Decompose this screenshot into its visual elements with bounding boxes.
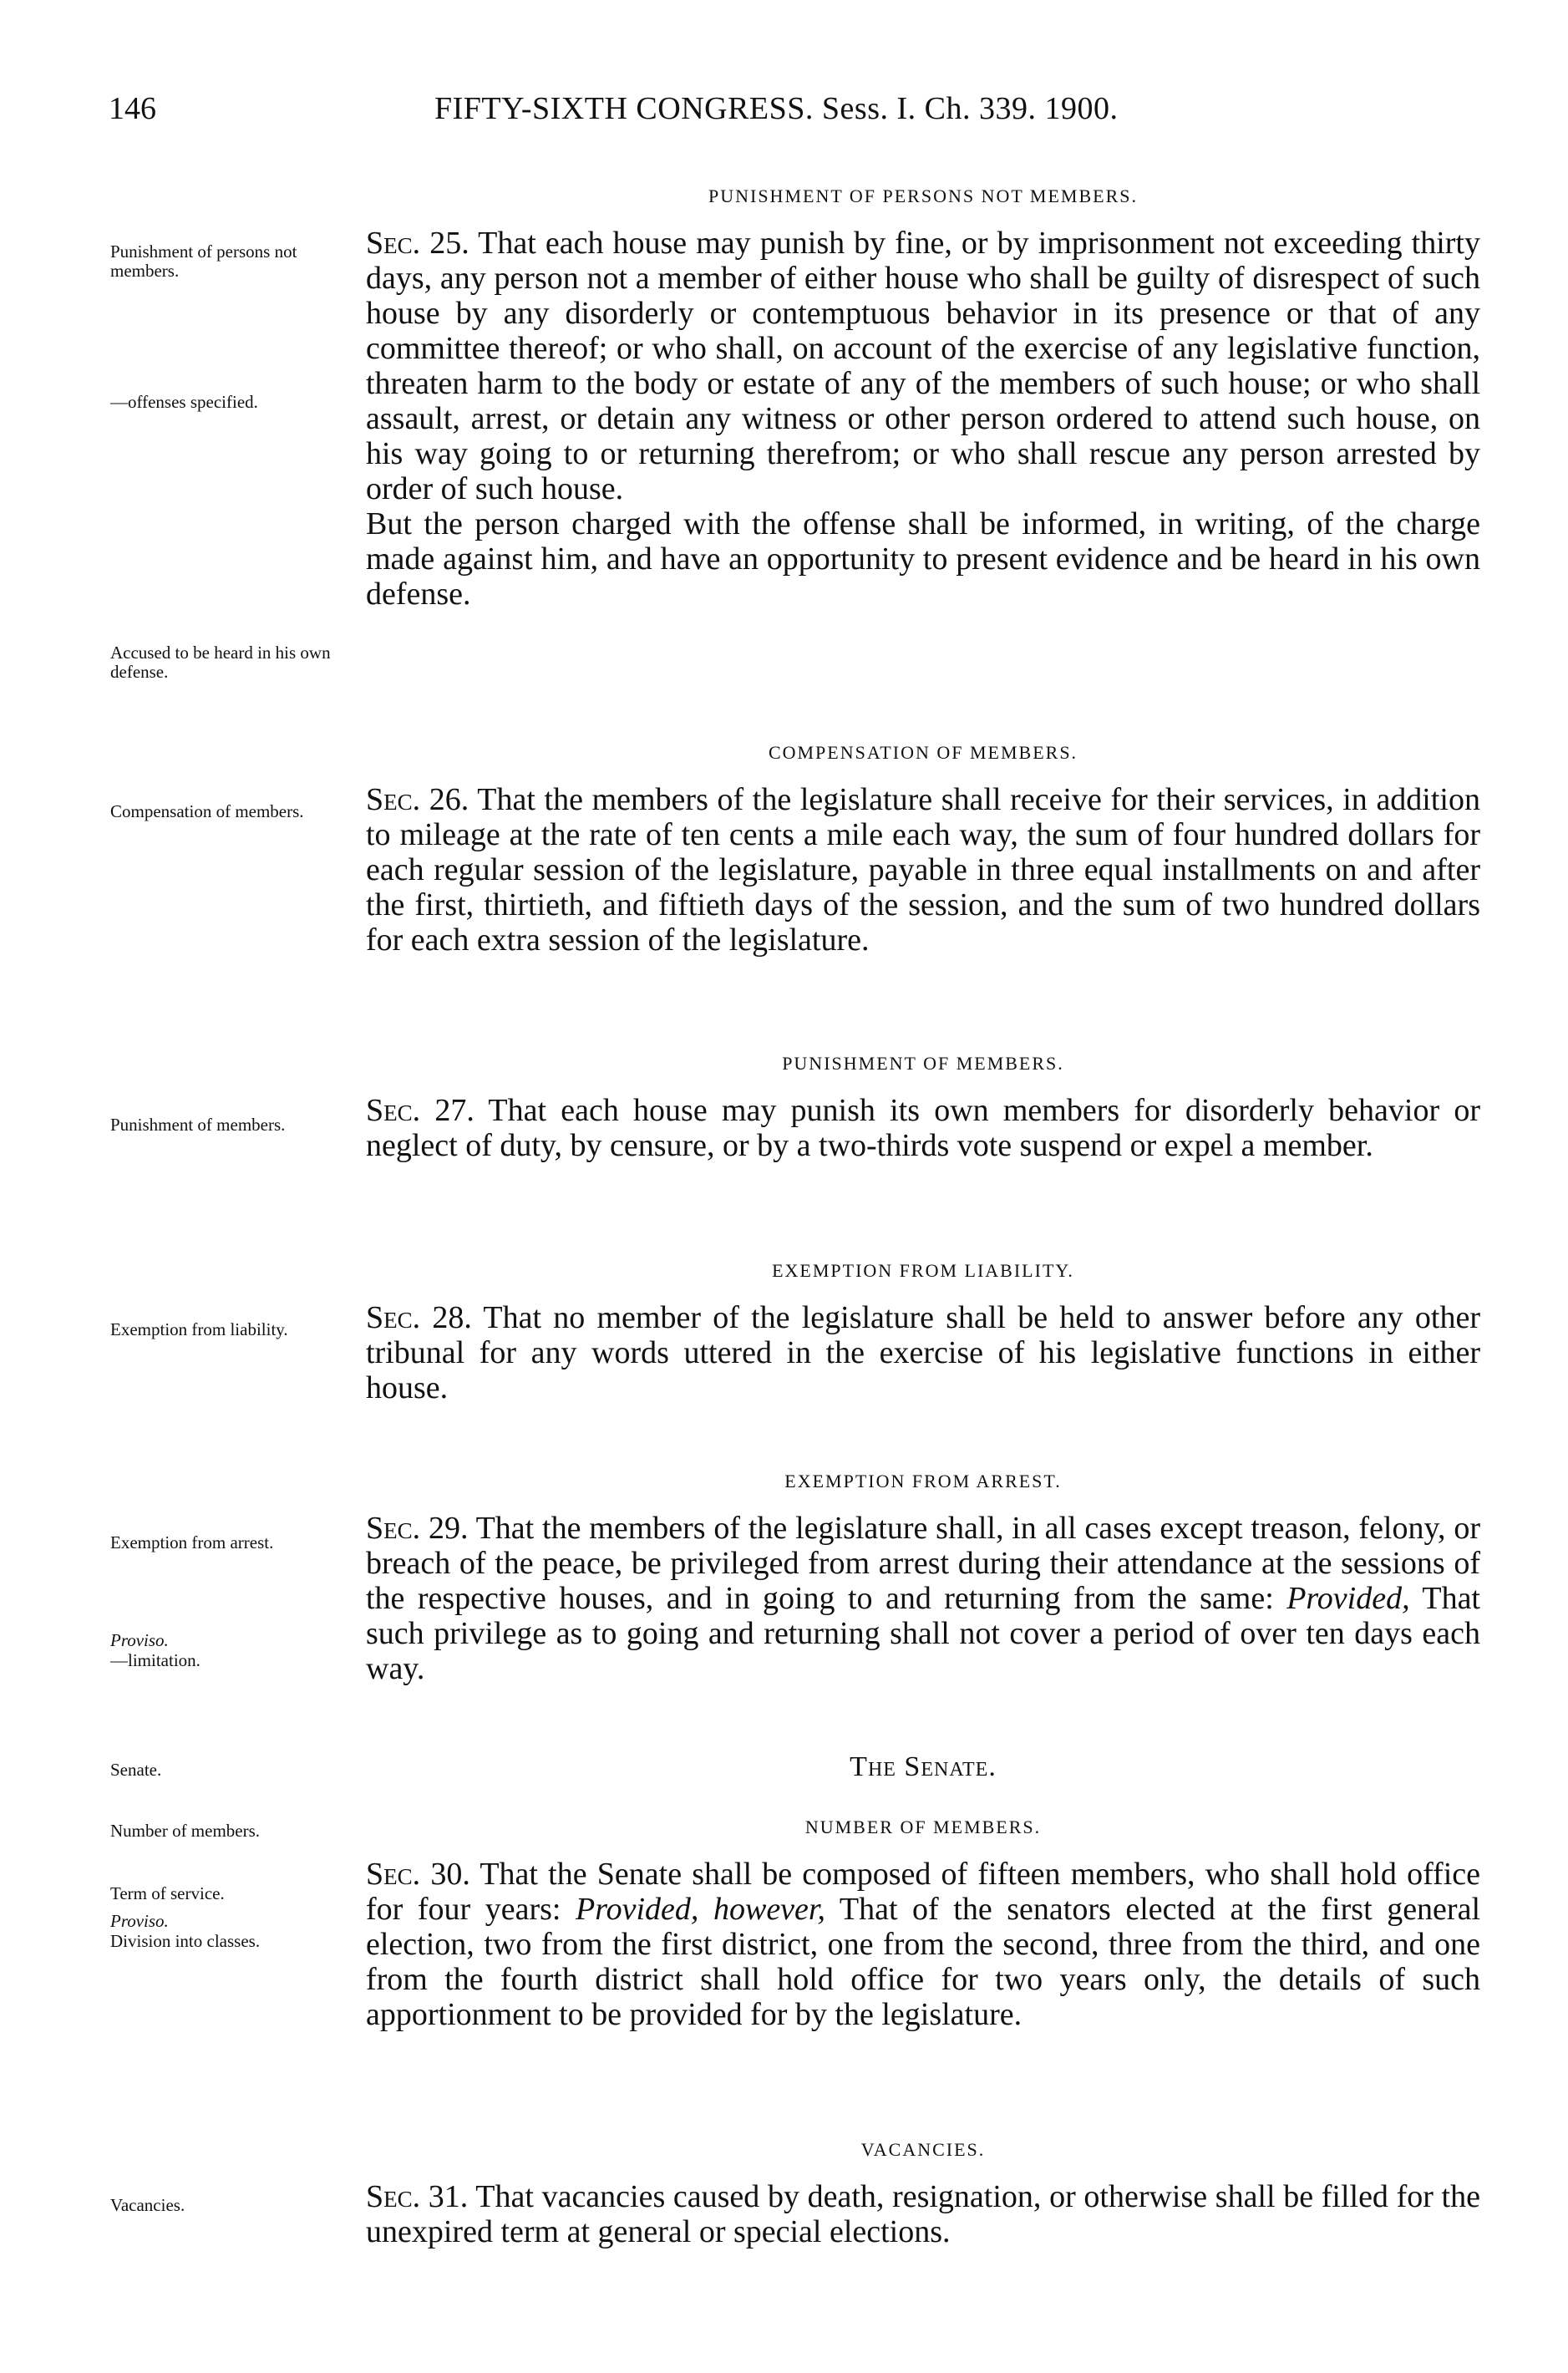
section-body: That each house may punish by fine, or by imprisonment not exceeding thirty days, any person not a member of either house who shall be guilty of disrespect of such house by any disorderly or contemptuous behavior in its presence or that of any committee thereof; or who shall, on account of the exercise of any legislative function, threaten harm to the body or estate of any of the members of such house; or who shall assault, arrest, or detain any witness or other person ordered to attend such house, on his way going to or returning therefrom; or who shall rescue any person arrested by order of such house. — [366, 226, 1480, 506]
section-body-cont: That such privilege as to going and returning shall not cover a period of over ten days each way. — [366, 1581, 1480, 1686]
section-30 — [366, 1751, 1480, 2032]
section-28 — [366, 1260, 1480, 1405]
part-heading: The Senate. — [850, 1751, 997, 1782]
margin-note: Compensation of members. — [110, 801, 304, 821]
margin-note: —limitation. — [110, 1650, 200, 1670]
section-label: Sec. 30. — [366, 1857, 470, 1892]
margin-note: Senate. — [110, 1760, 162, 1780]
margin-note: Number of members. — [110, 1821, 261, 1841]
section-text — [366, 226, 1480, 506]
section-label: Sec. 27. — [366, 1093, 474, 1128]
section-text-2: But the person charged with the offense shall be informed, in writing, of the charge made against him, and have an opportunity to present evidence and be heard in his own defense. — [366, 506, 1480, 612]
section-body: That no member of the legislature shall be held to answer before any other tribunal for any words uttered in the exercise of his legislative functions in either house. — [366, 1300, 1480, 1405]
margin-note: Vacancies. — [110, 2195, 185, 2215]
proviso-italic: Provided, — [1286, 1581, 1410, 1616]
margin-note: Proviso. — [110, 1911, 169, 1931]
section-body: That vacancies caused by death, resignation, or otherwise shall be filled for the unexpired term at general or special elections. — [366, 2179, 1480, 2249]
section-heading: VACANCIES. — [860, 2139, 986, 2160]
running-title: FIFTY-SIXTH CONGRESS. Sess. I. Ch. 339. 1900. — [434, 91, 1119, 126]
section-body: That the members of the legislature shall, in all cases except treason, felony, or breach of the peace, be privileged from arrest during their attendance at the sessions of the respective houses, and in going to and returning from the same: — [366, 1511, 1480, 1616]
section-label: Sec. 26. — [366, 782, 469, 817]
section-heading: PUNISHMENT OF MEMBERS. — [782, 1053, 1064, 1074]
section-label: Sec. 25. — [366, 226, 469, 261]
margin-note: Exemption from arrest. — [110, 1532, 274, 1552]
section-body: That each house may punish its own members for disorderly behavior or neglect of duty, by censure, or by a two-thirds vote suspend or expel a member. — [366, 1093, 1480, 1163]
section-29 — [366, 1471, 1480, 1686]
section-25 — [366, 185, 1480, 612]
section-text — [366, 1300, 1480, 1405]
section-body: That the Senate shall be composed of fifteen members, who shall hold office for four years: — [366, 1857, 1480, 1927]
section-text — [366, 2179, 1480, 2249]
section-text — [366, 1093, 1480, 1163]
section-27 — [366, 1053, 1480, 1163]
section-label: Sec. 28. — [366, 1300, 472, 1335]
section-text — [366, 1857, 1480, 2032]
section-body: That the members of the legislature shall receive for their services, in addition to mileage at the rate of ten cents a mile each way, the sum of four hundred dollars for each regular session of the legislature, payable in three equal installments on and after the first, thirtieth, and fiftieth days of the session, and the sum of two hundred dollars for each extra session of the legislature. — [366, 782, 1480, 958]
section-26 — [366, 742, 1480, 958]
section-heading: EXEMPTION FROM ARREST. — [784, 1471, 1062, 1491]
margin-note: Accused to be heard in his own defense. — [110, 643, 331, 682]
section-heading: EXEMPTION FROM LIABILITY. — [772, 1260, 1074, 1281]
running-header — [109, 90, 1479, 132]
section-heading: COMPENSATION OF MEMBERS. — [768, 742, 1078, 763]
margin-note: —offenses specified. — [110, 392, 258, 412]
margin-note: Term of service. — [110, 1883, 225, 1903]
section-text — [366, 1511, 1480, 1686]
section-heading: NUMBER OF MEMBERS. — [804, 1817, 1042, 1837]
section-label: Sec. 29. — [366, 1511, 469, 1546]
margin-note: Punishment of members. — [110, 1115, 286, 1135]
section-text — [366, 782, 1480, 958]
proviso-italic: Provided, however, — [576, 1892, 825, 1927]
section-body-cont: That of the senators elected at the first general election, two from the first district, one from the second, three from the third, and one from the fourth district shall hold office for two years only, the details of such apportionment to be provided for by the legislature. — [366, 1892, 1481, 2032]
margin-note: Proviso. — [110, 1630, 169, 1650]
section-heading: PUNISHMENT OF PERSONS NOT MEMBERS. — [708, 185, 1138, 206]
section-31 — [366, 2139, 1480, 2249]
margin-note: Division into classes. — [110, 1931, 261, 1951]
margin-note: Exemption from liability. — [110, 1319, 288, 1339]
margin-note: Punishment of persons not members. — [110, 241, 297, 281]
section-label: Sec. 31. — [366, 2179, 469, 2214]
page-number: 146 — [109, 91, 156, 126]
